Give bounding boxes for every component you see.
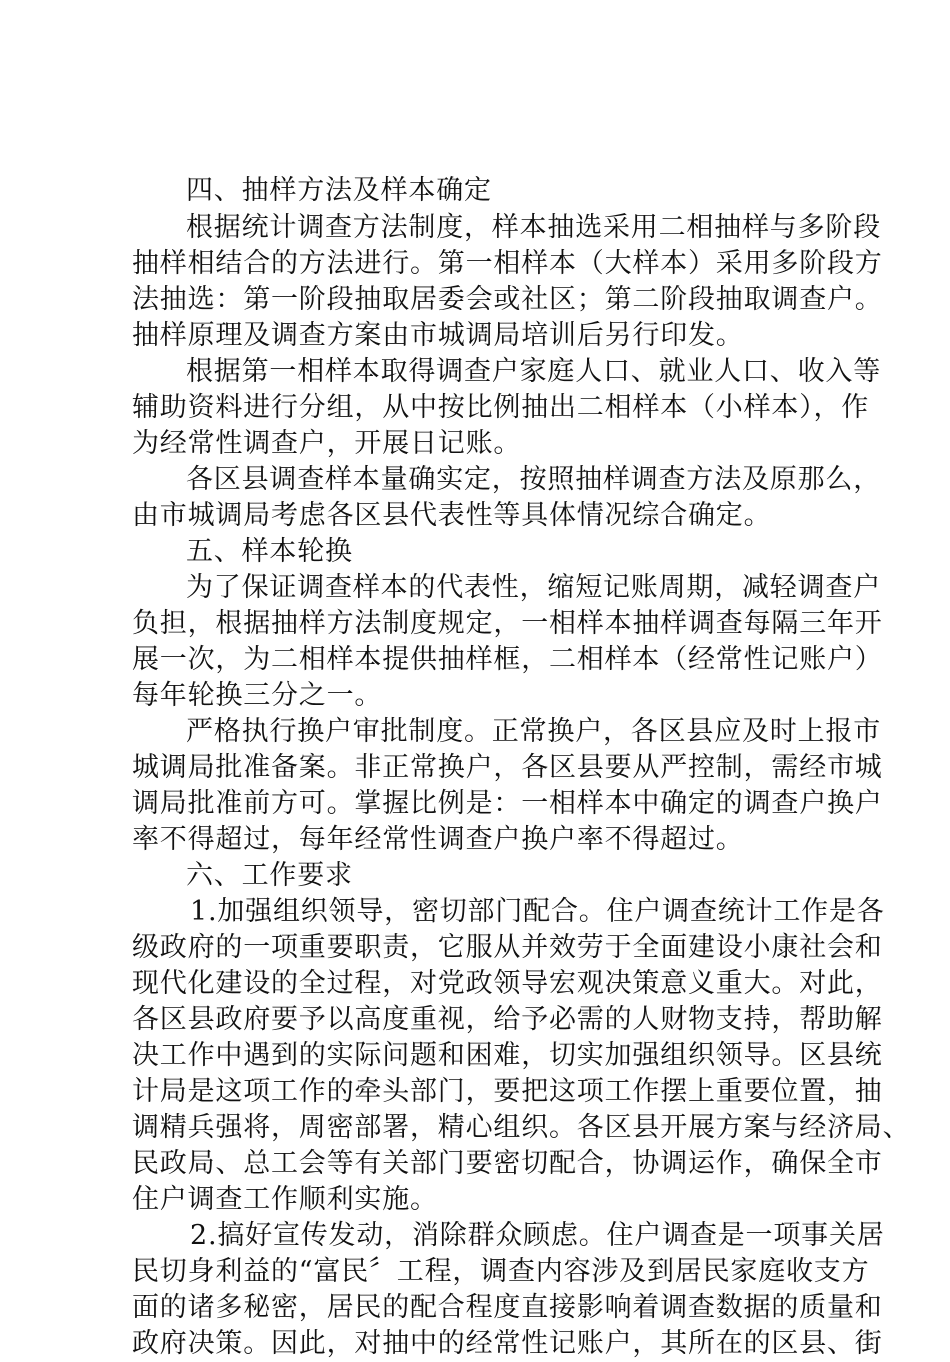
paragraph-line: 抽样原理及调查方案由市城调局培训后另行印发。 bbox=[132, 320, 744, 351]
paragraph-line: 政府决策。因此，对抽中的经常性记账户，其所在的区县、街 bbox=[132, 1328, 883, 1359]
paragraph-line: 民政局、总工会等有关部门要密切配合，协调运作，确保全市 bbox=[132, 1148, 883, 1179]
section-heading-sampling: 四、抽样方法及样本确定 bbox=[186, 175, 492, 206]
paragraph-line: 辅助资料进行分组，从中按比例抽出二相样本（小样本），作 bbox=[132, 392, 870, 423]
paragraph-line: 计局是这项工作的牵头部门，要把这项工作摆上重要位置，抽 bbox=[132, 1076, 883, 1107]
paragraph-line: 民切身利益的“富民〞工程，调查内容涉及到居民家庭收支方 bbox=[132, 1256, 870, 1287]
paragraph-line: 为了保证调查样本的代表性，缩短记账周期，减轻调查户 bbox=[186, 572, 881, 603]
paragraph-line: 根据统计调查方法制度，样本抽选采用二相抽样与多阶段 bbox=[186, 212, 881, 243]
paragraph-line: 决工作中遇到的实际问题和困难，切实加强组织领导。区县统 bbox=[132, 1040, 883, 1071]
paragraph-line: 为经常性调查户，开展日记账。 bbox=[132, 428, 522, 459]
paragraph-line: 各区县政府要予以高度重视，给予必需的人财物支持，帮助解 bbox=[132, 1004, 883, 1035]
paragraph-line: 城调局批准备案。非正常换户，各区县要从严控制，需经市城 bbox=[132, 752, 883, 783]
paragraph-line: 率不得超过，每年经常性调查户换户率不得超过。 bbox=[132, 824, 744, 855]
paragraph-line: 负担，根据抽样方法制度规定，一相样本抽样调查每隔三年开 bbox=[132, 608, 883, 639]
paragraph-line: 级政府的一项重要职责，它服从并效劳于全面建设小康社会和 bbox=[132, 932, 883, 963]
paragraph-line: 现代化建设的全过程，对党政领导宏观决策意义重大。对此， bbox=[132, 968, 883, 999]
paragraph-line: 1.加强组织领导，密切部门配合。住户调查统计工作是各 bbox=[190, 896, 885, 927]
paragraph-line: 根据第一相样本取得调查户家庭人口、就业人口、收入等 bbox=[186, 356, 881, 387]
section-heading-rotation: 五、样本轮换 bbox=[186, 536, 353, 567]
paragraph-line: 抽样相结合的方法进行。第一相样本（大样本）采用多阶段方 bbox=[132, 248, 883, 279]
paragraph-line: 展一次，为二相样本提供抽样框，二相样本（经常性记账户） bbox=[132, 644, 883, 675]
paragraph-line: 住户调查工作顺利实施。 bbox=[132, 1184, 438, 1215]
paragraph-line: 调精兵强将，周密部署，精心组织。各区县开展方案与经济局、 bbox=[132, 1112, 911, 1143]
paragraph-line: 调局批准前方可。掌握比例是：一相样本中确定的调查户换户 bbox=[132, 788, 883, 819]
paragraph-line: 法抽选：第一阶段抽取居委会或社区；第二阶段抽取调查户。 bbox=[132, 284, 883, 315]
paragraph-line: 严格执行换户审批制度。正常换户，各区县应及时上报市 bbox=[186, 716, 881, 747]
paragraph-line: 面的诸多秘密，居民的配合程度直接影响着调查数据的质量和 bbox=[132, 1292, 883, 1323]
section-heading-requirements: 六、工作要求 bbox=[186, 860, 353, 891]
paragraph-line: 2.搞好宣传发动，消除群众顾虑。住户调查是一项事关居 bbox=[190, 1220, 885, 1251]
paragraph-line: 各区县调查样本量确实定，按照抽样调查方法及原那么， bbox=[186, 464, 881, 495]
paragraph-line: 每年轮换三分之一。 bbox=[132, 680, 383, 711]
paragraph-line: 由市城调局考虑各区县代表性等具体情况综合确定。 bbox=[132, 500, 772, 531]
